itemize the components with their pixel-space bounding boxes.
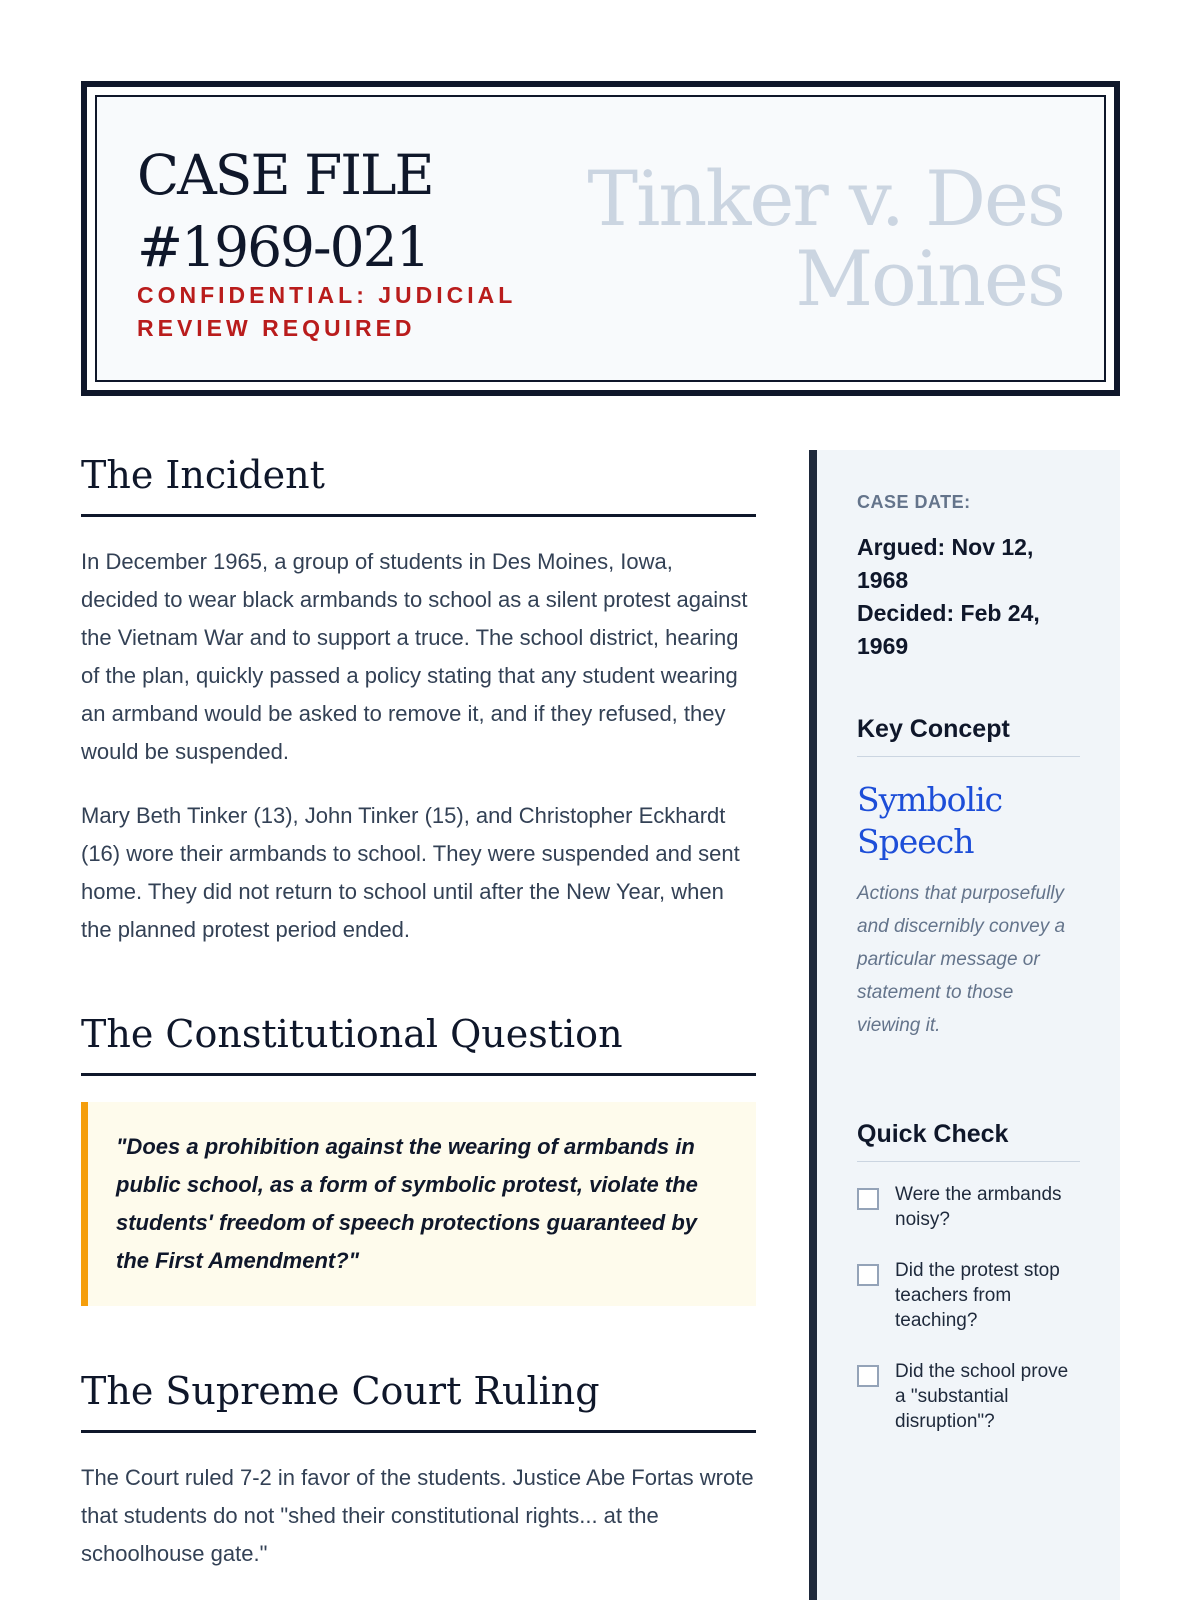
decided-date: Decided: Feb 24, 1969 — [857, 600, 1040, 659]
constitutional-question-quote: "Does a prohibition against the wearing of armbands in public school, as a form of symbolic protest, violate the students' freedom of speech protections guaranteed by the First Amendment?" — [81, 1102, 756, 1306]
checkbox[interactable] — [857, 1264, 879, 1286]
incident-paragraph: Mary Beth Tinker (13), John Tinker (15), and Christopher Eckhardt (16) wore their armbands to school. They were suspended and sent home. They did not return to school until after the New Year, when the planned protest period ended. — [81, 803, 740, 942]
case-file-header — [81, 81, 1120, 396]
incident-paragraph: In December 1965, a group of students in Des Moines, Iowa, decided to wear black armbands to school as a silent protest against the Vietnam War and to support a truce. The school district, hearing of the plan, quickly passed a policy stating that any student wearing an armband would be asked to remove it, and if they refused, they would be suspended. — [81, 549, 748, 764]
key-concept-heading: Key Concept — [857, 715, 1080, 757]
quick-check-item[interactable] — [857, 1182, 1080, 1232]
constitutional-question-heading: The Constitutional Question — [81, 1009, 756, 1076]
checkbox[interactable] — [857, 1188, 879, 1210]
quick-check-label: Did the school prove a "substantial disruption"? — [895, 1361, 1069, 1432]
argued-date: Argued: Nov 12, 1968 — [857, 534, 1034, 593]
quick-check-label: Were the armbands noisy? — [895, 1184, 1062, 1230]
incident-heading: The Incident — [81, 450, 756, 517]
quick-check-heading: Quick Check — [857, 1120, 1080, 1162]
ruling-paragraph: The Court ruled 7-2 in favor of the students. Justice Abe Fortas wrote that students do not "shed their constitutional rights... at the schoolhouse gate." — [81, 1465, 754, 1566]
checkbox[interactable] — [857, 1365, 879, 1387]
quick-check-item[interactable] — [857, 1359, 1080, 1434]
quick-check-list — [857, 1182, 1080, 1434]
confidential-notice: CONFIDENTIAL: JUDICIAL REVIEW REQUIRED — [137, 282, 516, 341]
case-sidebar — [809, 450, 1120, 1600]
quick-check-item[interactable] — [857, 1258, 1080, 1333]
case-name-watermark: Tinker v. Des Moines — [587, 154, 1064, 323]
case-dates — [857, 531, 1080, 663]
concept-definition: Actions that purposefully and discernibly convey a particular message or statement to those viewing it. — [857, 883, 1066, 1036]
case-file-header-inner — [95, 95, 1106, 382]
quick-check-label: Did the protest stop teachers from teaching? — [895, 1260, 1060, 1331]
main-content — [81, 450, 756, 1573]
concept-term: Symbolic Speech — [857, 780, 1003, 861]
case-date-label: CASE DATE: — [857, 492, 971, 512]
ruling-heading: The Supreme Court Ruling — [81, 1366, 756, 1433]
case-file-title: CASE FILE #1969-021 — [137, 143, 433, 279]
